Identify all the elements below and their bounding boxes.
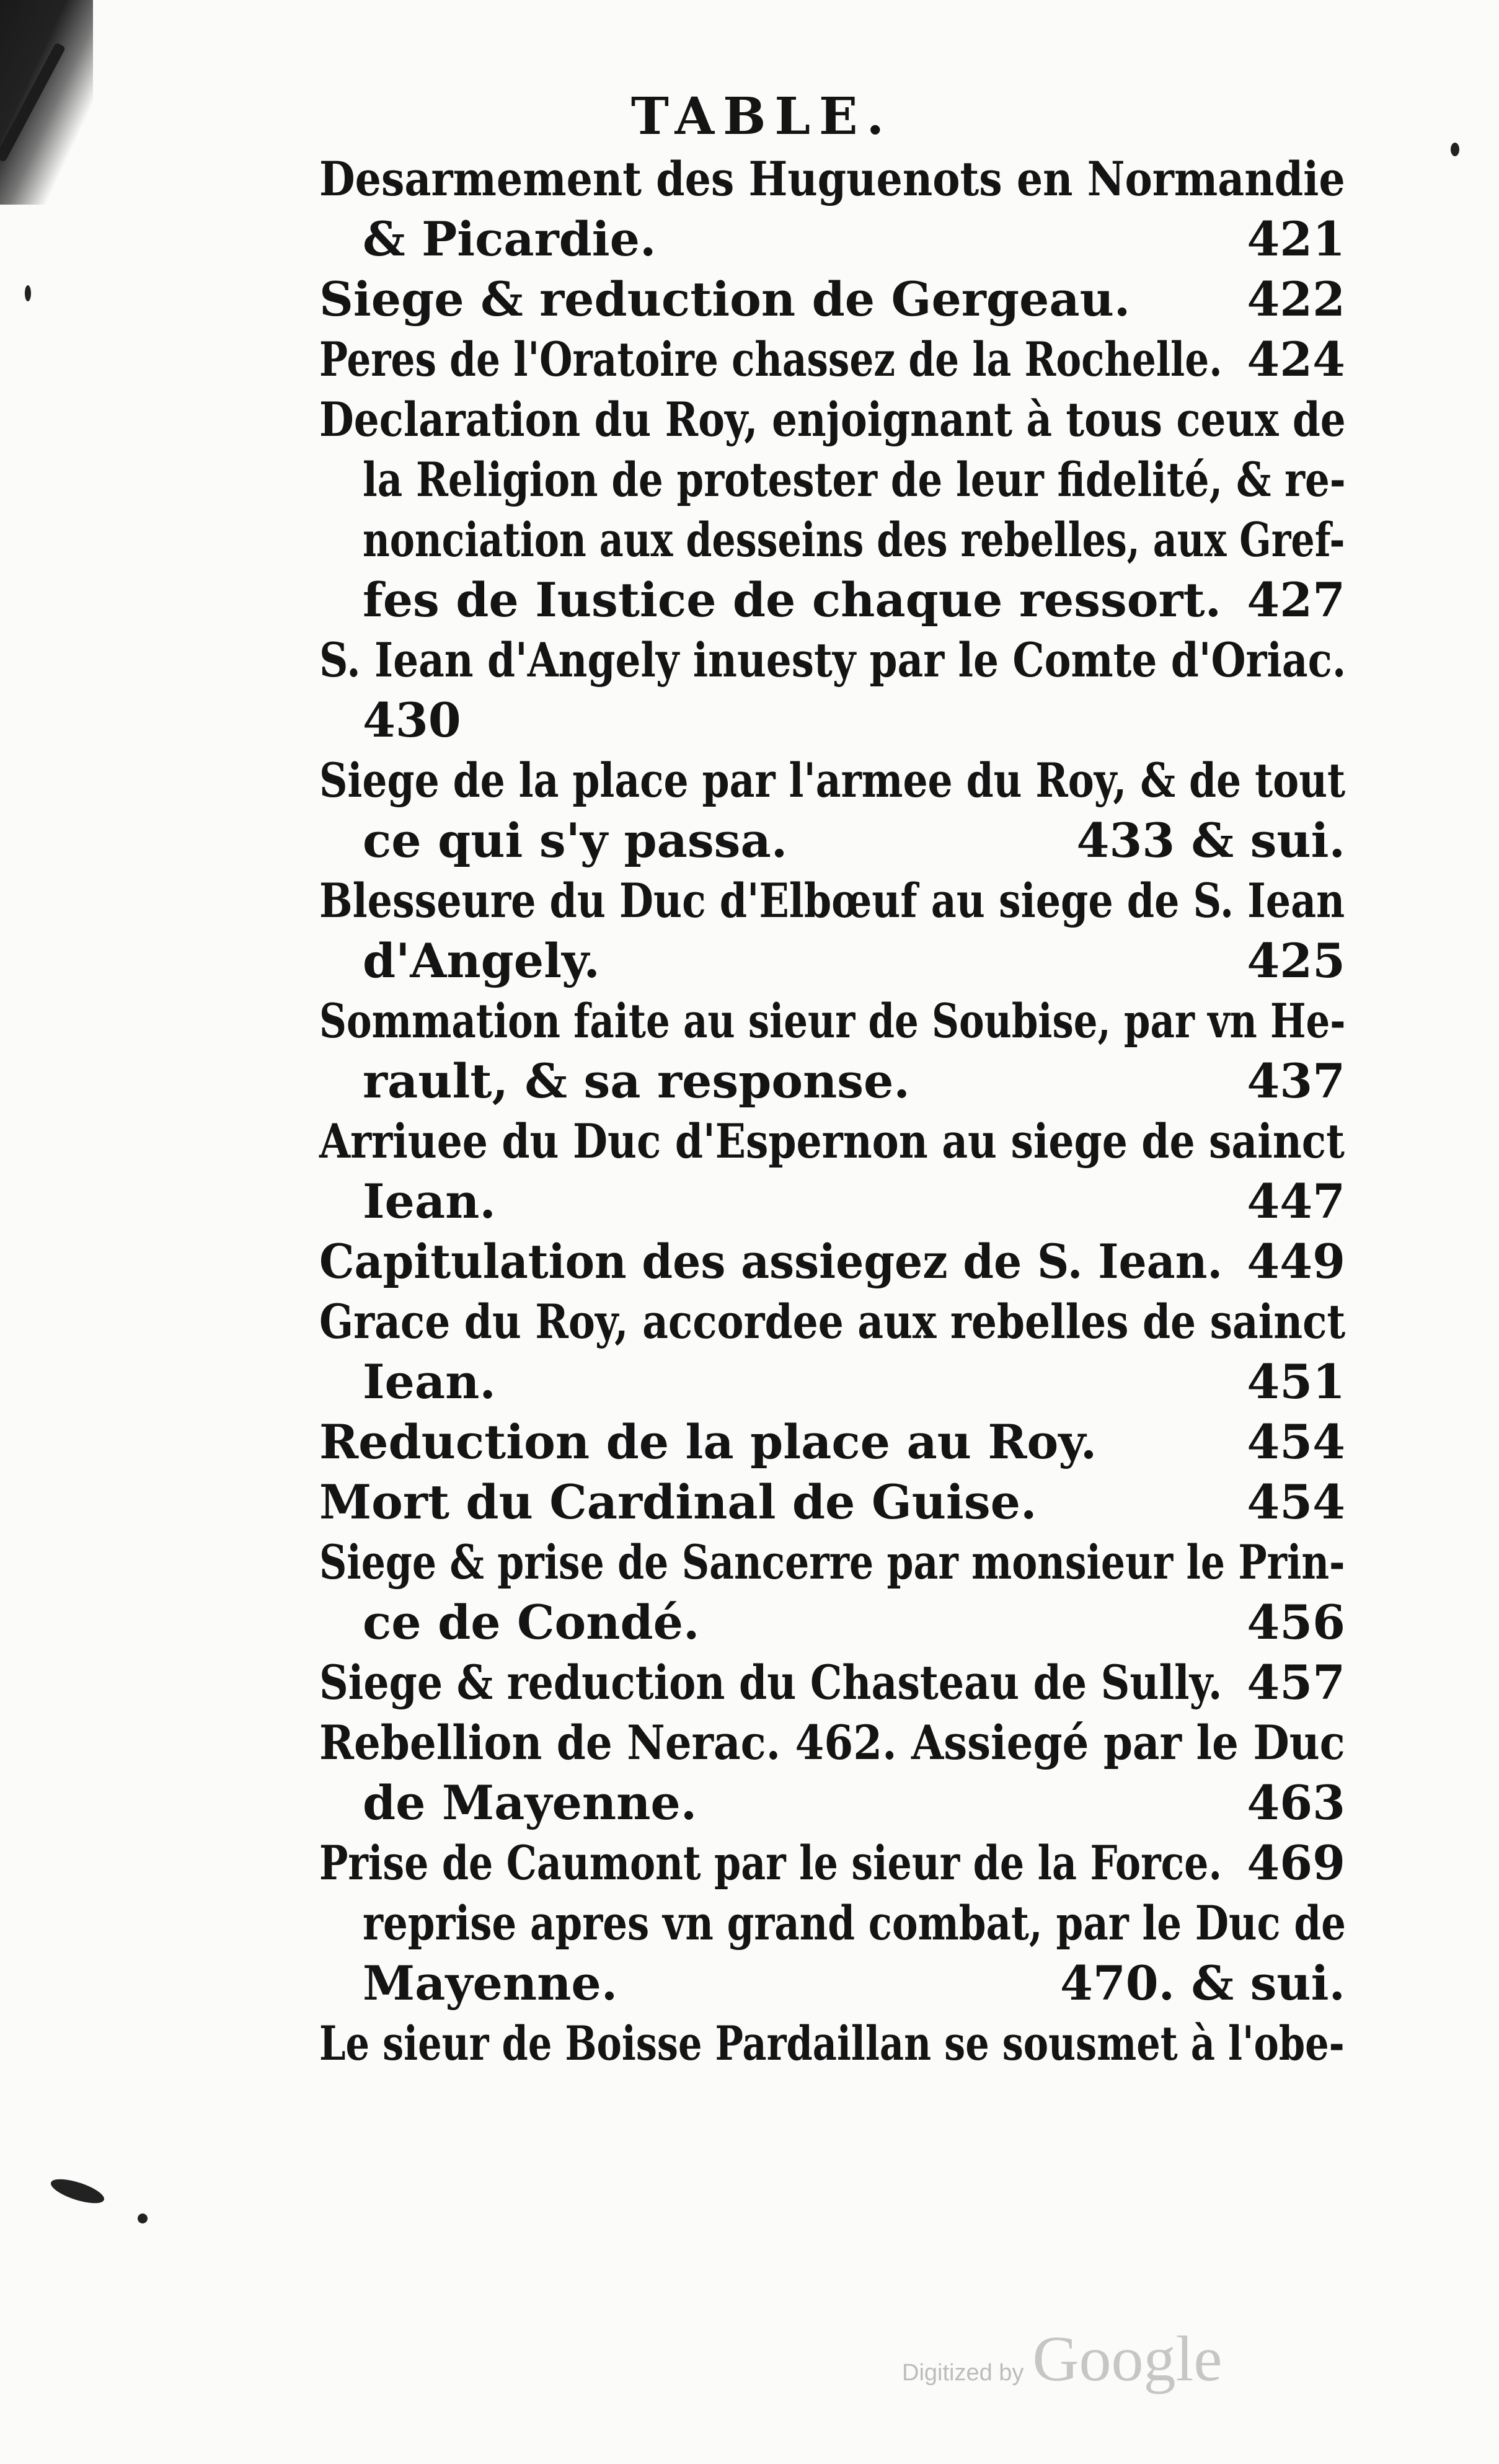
entry-page-number: 422 [1247,272,1345,327]
entry-text: Iean. [363,1174,496,1229]
entry-page-number: 433 & sui. [1076,813,1345,868]
index-entry [319,329,1345,389]
entry-page-number: 425 [1247,933,1345,988]
entry-page-number: 456 [1247,1595,1345,1650]
entry-page-number: 451 [1247,1354,1345,1409]
digitized-watermark [902,2322,1223,2396]
index-entry [319,1231,1345,1292]
entry-page-number: 457 [1247,1655,1345,1710]
entry-text: Sommation faite au sieur de Soubise, par vn He- [319,993,1346,1048]
entry-page-number: 427 [1247,572,1345,627]
index-entry-continuation [319,1352,1345,1412]
index-entry-continuation [319,1051,1345,1111]
entry-text: reprise apres vn grand combat, par le Duc de [363,1895,1346,1951]
entry-text: rault, & sa response. [363,1053,910,1109]
entry-text: Arriuee du Duc d'Espernon au siege de sainct [319,1114,1345,1169]
entry-page-number: 463 [1247,1775,1345,1830]
entry-page-number: 470. & sui. [1059,1956,1345,2011]
watermark-prefix: Digitized by [902,2360,1024,2386]
index-entry [319,2013,1345,2073]
entry-text: Mort du Cardinal de Guise. [319,1474,1037,1530]
entry-text: Siege de la place par l'armee du Roy, & de tout [319,753,1346,808]
entry-text: Grace du Roy, accordee aux rebelles de sainct [319,1294,1346,1349]
entry-text: Declaration du Roy, enjoignant à tous ceux de [319,392,1346,447]
index-entry-continuation [319,1171,1345,1231]
entry-text: Siege & reduction du Chasteau de Sully. [319,1655,1223,1710]
index-entry [319,1412,1345,1472]
entry-page-number: 454 [1247,1414,1345,1469]
index-entry-continuation [319,1773,1345,1833]
entry-text: Desarmement des Huguenots en Normandie [319,151,1345,206]
entry-text: Iean. [363,1354,496,1409]
index-entry-continuation [319,1592,1345,1652]
table-of-contents [319,149,1345,2073]
google-logo: Google [1032,2323,1223,2395]
ink-speck [25,285,31,301]
entry-text: Reduction de la place au Roy. [319,1414,1097,1469]
index-entry [319,991,1345,1051]
index-entry-continuation [319,1953,1345,2013]
entry-text: Le sieur de Boisse Pardaillan se sousmet à l'obe- [319,2016,1345,2071]
index-entry [319,389,1345,450]
index-entry [319,1472,1345,1532]
entry-text: nonciation aux desseins des rebelles, aux Gref- [363,512,1345,567]
index-entry [319,1111,1345,1171]
index-entry [319,149,1345,209]
entry-page-number: 424 [1247,332,1345,387]
index-entry [319,1292,1345,1352]
index-entry-continuation [319,510,1345,570]
entry-text: de Mayenne. [363,1775,697,1830]
entry-text: & Picardie. [363,211,657,267]
entry-page-number: 437 [1247,1053,1345,1109]
index-entry-continuation [319,690,1345,750]
entry-text: Rebellion de Nerac. 462. Assiegé par le Duc [319,1715,1345,1770]
index-entry-continuation [319,810,1345,871]
index-entry-continuation [319,1893,1345,1953]
entry-page-number: 449 [1247,1234,1345,1289]
entry-text: Mayenne. [363,1956,618,2011]
entry-text: Capitulation des assiegez de S. Iean. [319,1234,1223,1289]
running-title: TABLE. [630,87,893,146]
index-entry [319,1713,1345,1773]
entry-page-number: 454 [1247,1474,1345,1530]
entry-text: Peres de l'Oratoire chassez de la Rochelle. [319,332,1223,387]
entry-text: Blesseure du Duc d'Elbœuf au siege de S. Iean [319,873,1345,928]
entry-text: la Religion de protester de leur fidelité, & re- [363,452,1346,507]
entry-text: fes de Iustice de chaque ressort. [363,572,1222,627]
entry-text: Prise de Caumont par le sieur de la Force. [319,1835,1222,1890]
index-entry [319,750,1345,810]
entry-text: 430 [363,693,461,748]
index-entry-continuation [319,570,1345,630]
entry-text: d'Angely. [363,933,600,988]
index-entry [319,1652,1345,1713]
entry-text: Siege & prise de Sancerre par monsieur le Prin- [319,1535,1345,1590]
index-entry [319,1833,1345,1893]
index-entry [319,1532,1345,1592]
entry-page-number: 421 [1247,211,1345,267]
entry-text: Siege & reduction de Gergeau. [319,272,1131,327]
entry-text: S. Iean d'Angely inuesty par le Comte d'Oriac. [319,632,1346,688]
ink-speck [138,2214,148,2223]
index-entry-continuation [319,209,1345,269]
entry-page-number: 447 [1247,1174,1345,1229]
index-entry [319,269,1345,329]
index-entry-continuation [319,931,1345,991]
entry-page-number: 469 [1247,1835,1345,1890]
index-entry [319,630,1345,690]
index-entry [319,871,1345,931]
entry-text: ce de Condé. [363,1595,700,1650]
index-entry-continuation [319,450,1345,510]
ink-speck [48,2174,107,2208]
entry-text: ce qui s'y passa. [363,813,788,868]
